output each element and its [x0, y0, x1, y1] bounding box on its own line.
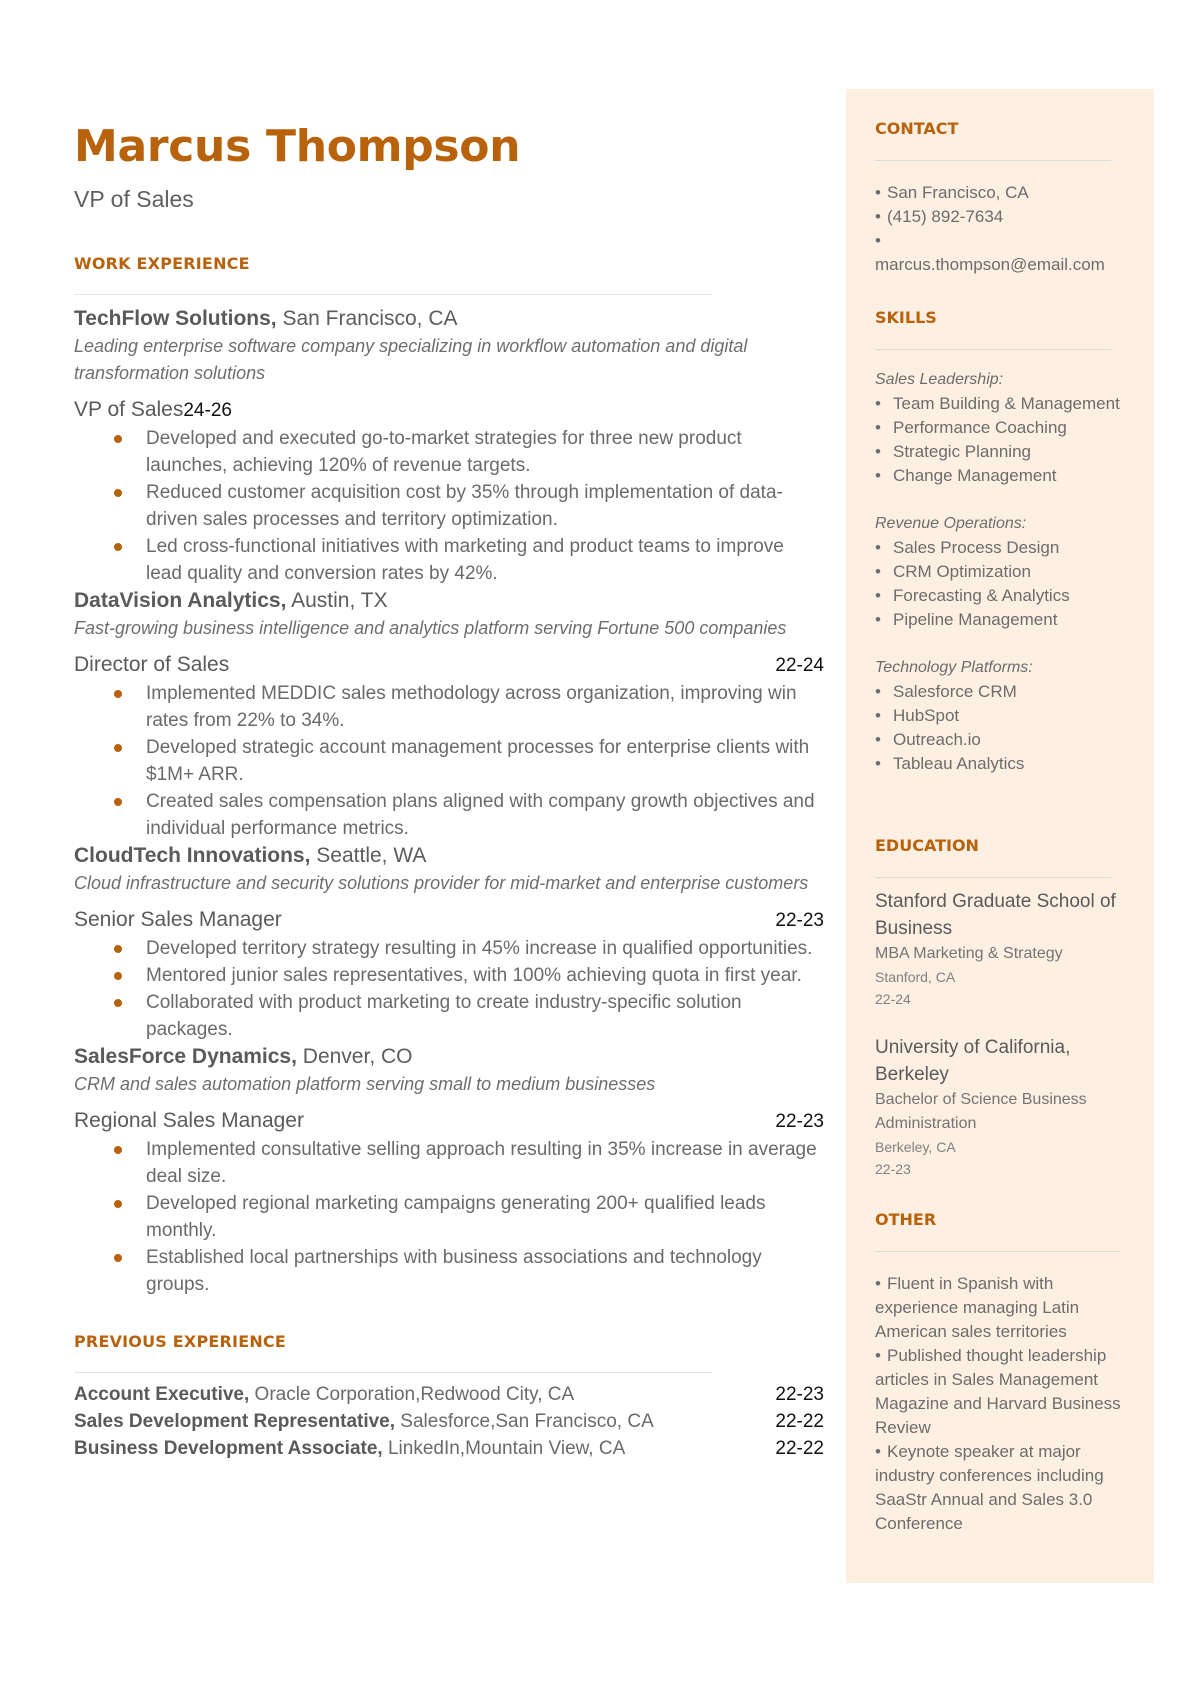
job-entry	[74, 842, 824, 1043]
role-row	[74, 1106, 824, 1136]
skill-item: • Change Management	[875, 464, 1126, 488]
education-school: Stanford Graduate School of Business	[875, 891, 1116, 939]
other-item: • Published thought leadership articles in Sales Management Magazine and Harvard Business Review	[875, 1346, 1121, 1437]
company-location: Seattle, WA	[310, 844, 427, 867]
achievement-list	[114, 425, 824, 587]
previous-experience-item	[74, 1381, 824, 1408]
bullet-icon: •	[875, 1442, 881, 1461]
bullet-dot-icon	[114, 435, 122, 443]
section-title-work-experience: WORK EXPERIENCE	[74, 254, 250, 273]
education-location: Berkeley, CA	[875, 1139, 956, 1155]
section-divider	[74, 1372, 712, 1373]
bullet-dot-icon	[114, 999, 122, 1007]
achievement-list	[114, 1136, 824, 1298]
bullet-icon: •	[875, 394, 881, 413]
company-location: Austin, TX	[286, 589, 388, 612]
company-line	[74, 842, 824, 870]
contact-email[interactable]: • marcus.thompson@email.com	[875, 231, 1105, 274]
bullet-icon: •	[875, 538, 881, 557]
skill-group	[875, 368, 1126, 488]
achievement-item	[114, 1136, 824, 1190]
skill-group	[875, 512, 1126, 632]
bullet-icon: •	[875, 1346, 881, 1365]
education-school: University of California, Berkeley	[875, 1037, 1071, 1085]
company-description: CRM and sales automation platform serving small to medium businesses	[74, 1074, 656, 1094]
skill-item: • Tableau Analytics	[875, 752, 1126, 776]
other-list	[875, 1272, 1126, 1536]
bullet-dot-icon	[114, 690, 122, 698]
contact-list	[875, 181, 1126, 277]
bullet-dot-icon	[114, 744, 122, 752]
achievement-item	[114, 479, 824, 533]
role-name: Senior Sales Manager	[74, 908, 282, 931]
sidebar	[846, 89, 1154, 1583]
achievement-item	[114, 935, 824, 962]
previous-experience-item	[74, 1408, 824, 1435]
role-dates: 22-23	[775, 910, 824, 931]
achievement-text: Mentored junior sales representatives, with 100% achieving quota in first year.	[146, 965, 802, 986]
previous-role: Sales Development Representative,	[74, 1411, 396, 1432]
achievement-item	[114, 1244, 824, 1298]
skill-item: • Outreach.io	[875, 728, 1126, 752]
company-line	[74, 305, 824, 333]
skill-item: • Performance Coaching	[875, 416, 1126, 440]
achievement-text: Established local partnerships with business associations and technology groups.	[146, 1247, 762, 1295]
achievement-text: Implemented consultative selling approach resulting in 35% increase in average deal size.	[146, 1139, 817, 1187]
bullet-icon: •	[875, 1274, 881, 1293]
previous-role: Business Development Associate,	[74, 1438, 383, 1459]
bullet-dot-icon	[114, 1200, 122, 1208]
role-name: VP of Sales	[74, 398, 184, 421]
achievement-item	[114, 1190, 824, 1244]
education-dates: 22-24	[875, 991, 911, 1007]
bullet-icon: •	[875, 682, 881, 701]
company-description: Fast-growing business intelligence and analytics platform serving Fortune 500 companies	[74, 618, 787, 638]
other-item: • Fluent in Spanish with experience managing Latin American sales territories	[875, 1274, 1080, 1341]
previous-organization: LinkedIn,Mountain View, CA	[382, 1438, 626, 1459]
skill-item: • Salesforce CRM	[875, 680, 1126, 704]
achievement-list	[114, 935, 824, 1043]
company-name: DataVision Analytics,	[74, 589, 287, 612]
achievement-text: Developed territory strategy resulting in 45% increase in qualified opportunities.	[146, 938, 813, 959]
company-line	[74, 1043, 824, 1071]
bullet-icon: •	[875, 562, 881, 581]
company-name: TechFlow Solutions,	[74, 307, 277, 330]
bullet-icon: •	[875, 586, 881, 605]
skill-item: • CRM Optimization	[875, 560, 1126, 584]
role-row	[74, 905, 824, 935]
role-name: Regional Sales Manager	[74, 1109, 304, 1132]
section-divider	[875, 877, 1111, 878]
contact-phone[interactable]: • (415) 892-7634	[875, 205, 1126, 229]
bullet-icon: •	[875, 706, 881, 725]
achievement-item	[114, 734, 824, 788]
previous-dates: 22-22	[775, 1438, 824, 1459]
bullet-icon: •	[875, 466, 881, 485]
job-entry	[74, 305, 824, 587]
bullet-icon: •	[875, 730, 881, 749]
company-description: Cloud infrastructure and security solutions provider for mid-market and enterprise customers	[74, 873, 809, 893]
skill-category: Revenue Operations:	[875, 515, 1027, 532]
education-degree: Bachelor of Science Business Administration	[875, 1091, 1087, 1132]
achievement-text: Developed and executed go-to-market strategies for three new product launches, achieving 120% of revenue targets.	[146, 428, 742, 476]
skill-item: • Team Building & Management	[875, 392, 1126, 416]
achievement-item	[114, 989, 824, 1043]
skill-category: Technology Platforms:	[875, 659, 1033, 676]
job-entry	[74, 587, 824, 842]
achievement-text: Developed regional marketing campaigns generating 200+ qualified leads monthly.	[146, 1193, 766, 1241]
section-title-other: OTHER	[875, 1210, 937, 1229]
previous-experience-item	[74, 1435, 824, 1462]
role-dates: 22-24	[775, 655, 824, 676]
achievement-item	[114, 680, 824, 734]
company-description: Leading enterprise software company specializing in workflow automation and digital transformation solutions	[74, 336, 748, 383]
bullet-icon: •	[875, 610, 881, 629]
company-location: Denver, CO	[296, 1045, 413, 1068]
bullet-icon: •	[875, 442, 881, 461]
achievement-list	[114, 680, 824, 842]
section-title-previous-experience: PREVIOUS EXPERIENCE	[74, 1332, 286, 1351]
section-divider	[74, 294, 712, 295]
section-divider	[875, 349, 1111, 350]
achievement-item	[114, 533, 824, 587]
education-location: Stanford, CA	[875, 969, 956, 985]
previous-organization: Oracle Corporation,Redwood City, CA	[249, 1384, 575, 1405]
previous-experience-list	[74, 1381, 824, 1462]
achievement-text: Developed strategic account management processes for enterprise clients with $1M+ ARR.	[146, 737, 810, 785]
bullet-icon: •	[875, 183, 881, 202]
skill-group	[875, 656, 1126, 776]
company-name: CloudTech Innovations,	[74, 844, 311, 867]
skill-item: • Strategic Planning	[875, 440, 1126, 464]
bullet-dot-icon	[114, 489, 122, 497]
bullet-icon: •	[875, 231, 881, 250]
education-dates: 22-23	[875, 1161, 911, 1177]
role-name: Director of Sales	[74, 653, 230, 676]
company-location: San Francisco, CA	[276, 307, 458, 330]
previous-dates: 22-23	[775, 1384, 824, 1405]
previous-role: Account Executive,	[74, 1384, 250, 1405]
bullet-dot-icon	[114, 945, 122, 953]
bullet-dot-icon	[114, 798, 122, 806]
role-row	[74, 395, 824, 425]
role-dates: 22-23	[775, 1111, 824, 1132]
achievement-text: Led cross-functional initiatives with marketing and product teams to improve lead quality and conversion rates by 42%.	[146, 536, 784, 584]
candidate-name: Marcus Thompson	[74, 121, 521, 172]
bullet-icon: •	[875, 418, 881, 437]
skill-item: • Pipeline Management	[875, 608, 1126, 632]
section-title-contact: CONTACT	[875, 119, 959, 138]
other-item: • Keynote speaker at major industry conferences including SaaStr Annual and Sales 3.0 Conference	[875, 1442, 1104, 1533]
achievement-text: Collaborated with product marketing to create industry-specific solution packages.	[146, 992, 742, 1040]
bullet-dot-icon	[114, 1146, 122, 1154]
section-divider	[875, 160, 1111, 161]
skill-item: • Forecasting & Analytics	[875, 584, 1126, 608]
company-line	[74, 587, 824, 615]
skill-category: Sales Leadership:	[875, 371, 1004, 388]
education-degree: MBA Marketing & Strategy	[875, 945, 1063, 962]
main-column	[74, 118, 824, 1462]
education-entry	[875, 1034, 1126, 1180]
section-title-skills: SKILLS	[875, 308, 937, 327]
achievement-item	[114, 425, 824, 479]
achievement-text: Created sales compensation plans aligned with company growth objectives and individual performance metrics.	[146, 791, 815, 839]
role-dates: 24-26	[183, 400, 232, 421]
company-name: SalesForce Dynamics,	[74, 1045, 297, 1068]
job-entry	[74, 1043, 824, 1298]
bullet-dot-icon	[114, 1254, 122, 1262]
achievement-text: Reduced customer acquisition cost by 35% through implementation of data-driven sales processes and territory optimization.	[146, 482, 783, 530]
candidate-title: VP of Sales	[74, 186, 194, 212]
previous-organization: Salesforce,San Francisco, CA	[395, 1411, 654, 1432]
bullet-dot-icon	[114, 543, 122, 551]
previous-dates: 22-22	[775, 1411, 824, 1432]
bullet-icon: •	[875, 207, 881, 226]
achievement-item	[114, 788, 824, 842]
skill-item: • HubSpot	[875, 704, 1126, 728]
bullet-icon: •	[875, 754, 881, 773]
skill-item: • Sales Process Design	[875, 536, 1126, 560]
section-divider	[875, 1251, 1120, 1252]
education-entry	[875, 888, 1126, 1010]
role-row	[74, 650, 824, 680]
section-title-education: EDUCATION	[875, 836, 979, 855]
contact-location: • San Francisco, CA	[875, 181, 1126, 205]
bullet-dot-icon	[114, 972, 122, 980]
achievement-item	[114, 962, 824, 989]
achievement-text: Implemented MEDDIC sales methodology across organization, improving win rates from 22% to 34%.	[146, 683, 797, 731]
